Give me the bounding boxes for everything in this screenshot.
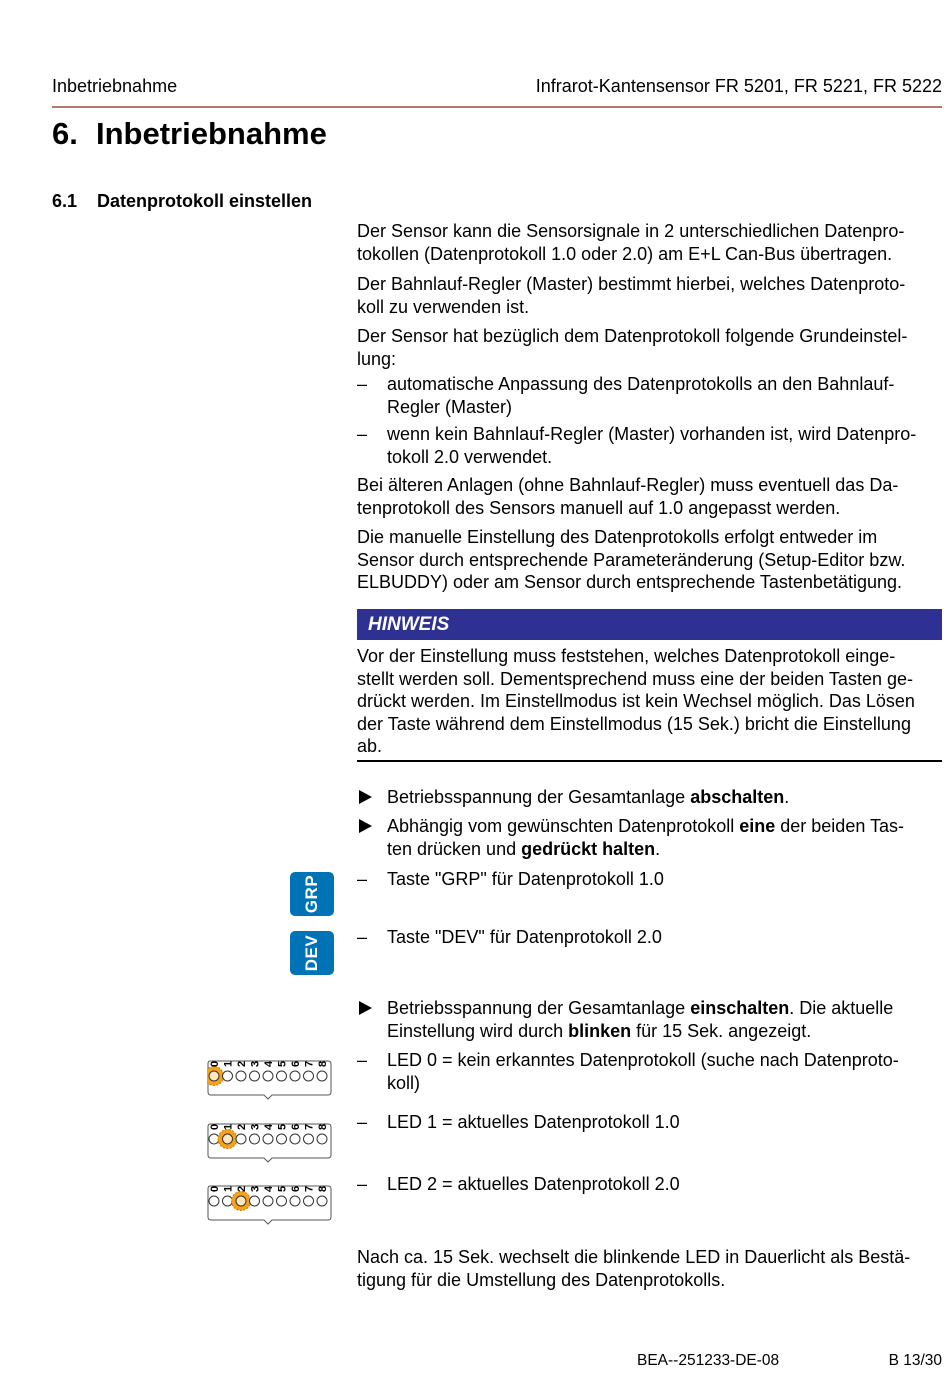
led-number-label: 5 (276, 1123, 289, 1130)
led-number-label: 4 (263, 1185, 275, 1192)
header-rule (52, 106, 942, 108)
led-indicator (223, 1071, 233, 1081)
led-number-label: 2 (236, 1123, 248, 1130)
closing-paragraph: Nach ca. 15 Sek. wechselt die blinkende LED in Dauerlicht als Bestä- tigung für die Umstellung des Datenprotokolls. (357, 1247, 911, 1290)
led-indicator (304, 1134, 314, 1144)
led-indicator (277, 1071, 287, 1081)
led-indicator (277, 1134, 287, 1144)
led-indicator (290, 1196, 300, 1206)
led-number-label: 4 (263, 1123, 275, 1130)
list-item: – LED 2 = aktuelles Datenprotokoll 2.0 (357, 1174, 680, 1194)
notice-rule (357, 760, 942, 762)
led-number-label: 0 (209, 1060, 221, 1067)
led-indicator (250, 1071, 260, 1081)
list-marker: – (357, 1112, 368, 1132)
arrow-icon (359, 1001, 372, 1015)
grp-key-label: GRP (302, 874, 321, 914)
led-number-label: 6 (290, 1060, 302, 1067)
led-indicator (250, 1134, 260, 1144)
led-panel-led1 (207, 1116, 335, 1166)
led-number-label: 2 (236, 1060, 248, 1067)
intro-paragraph: Der Bahnlauf-Regler (Master) bestimmt hierbei, welches Datenproto- koll zu verwenden ist. (357, 274, 906, 317)
led-indicator (277, 1196, 287, 1206)
chapter-title: Inbetriebnahme (96, 116, 327, 151)
led-number-label: 3 (249, 1123, 262, 1130)
older-systems-paragraph: Bei älteren Anlagen (ohne Bahnlauf-Regler) muss eventuell das Da- tenprotokoll des Sensors manuell auf 1.0 angepasst werden. (357, 475, 899, 518)
led-indicator (209, 1196, 219, 1206)
led-indicator (236, 1196, 246, 1206)
notice-header (357, 609, 942, 640)
led-number-label: 2 (236, 1185, 248, 1192)
dev-key-label: DEV (302, 934, 321, 972)
list-marker: – (357, 374, 368, 394)
led-number-label: 1 (222, 1060, 235, 1067)
dev-key-illustration (290, 931, 334, 975)
list-item: – LED 1 = aktuelles Datenprotokoll 1.0 (357, 1112, 680, 1132)
arrow-icon (359, 819, 372, 833)
led-number-label: 0 (209, 1123, 221, 1130)
header-left: Inbetriebnahme (52, 76, 178, 96)
led-indicator (263, 1196, 273, 1206)
chapter-heading (52, 116, 327, 152)
list-marker: – (357, 1174, 368, 1194)
chapter-number: 6. (52, 116, 78, 151)
led-number-label: 5 (276, 1185, 289, 1192)
led-number-label: 6 (290, 1185, 302, 1192)
led-indicator (317, 1134, 327, 1144)
led-number-label: 8 (317, 1185, 329, 1192)
led-indicator (263, 1071, 273, 1081)
step-item: Betriebsspannung der Gesamtanlage abschalten. (357, 786, 947, 809)
intro-paragraph: Der Sensor hat bezüglich dem Datenprotokoll folgende Grundeinstel- lung: (357, 326, 908, 369)
led-number-label: 0 (209, 1185, 221, 1192)
arrow-icon (359, 790, 372, 804)
footer-page: B 13/30 (888, 1352, 942, 1369)
led-number-label: 6 (290, 1123, 302, 1130)
grp-key-illustration (290, 872, 334, 916)
section-number: 6.1 (52, 191, 78, 211)
led-number-label: 7 (303, 1060, 316, 1067)
list-item: – automatische Anpassung des Datenprotokolls an den Bahnlauf- Regler (Master) (357, 374, 895, 417)
list-marker: – (357, 1050, 368, 1070)
led-indicator (304, 1071, 314, 1081)
led-indicator (209, 1071, 219, 1081)
footer-doc-id: BEA--251233-DE-08 (637, 1352, 780, 1369)
manual-setting-paragraph: Die manuelle Einstellung des Datenprotokolls erfolgt entweder im Sensor durch entsprechende Parameteränderung (Setup-Editor bzw. ELBUDDY) oder am Sensor durch entsprechende Tastenbetätigung. (357, 527, 906, 593)
led-number-label: 3 (249, 1185, 262, 1192)
led-indicator (317, 1196, 327, 1206)
intro-paragraph: Der Sensor kann die Sensorsignale in 2 unterschiedlichen Datenpro- tokollen (Datenprotokoll 1.0 oder 2.0) am E+L Can-Bus übertragen. (357, 221, 905, 264)
led-number-label: 7 (303, 1123, 316, 1130)
notice-label: HINWEIS (368, 614, 450, 635)
led-indicator (317, 1071, 327, 1081)
notice-text: Vor der Einstellung muss feststehen, welches Datenprotokoll einge- stellt werden soll. Dementsprechend muss eine der beiden Tasten ge- drückt werden. Im Einstellmodus ist kein Wechsel möglich. Das Lösen der Taste während dem Einstellmodus (15 Sek.) bricht die Einstellung ab. (357, 646, 915, 757)
led-indicator (290, 1071, 300, 1081)
led-number-label: 7 (303, 1185, 316, 1192)
list-item: – Taste "GRP" für Datenprotokoll 1.0 (357, 869, 664, 889)
list-marker: – (357, 869, 368, 889)
led-panel-led2 (207, 1178, 335, 1228)
led-indicator (236, 1134, 246, 1144)
list-item: – LED 0 = kein erkanntes Datenprotokoll (suche nach Datenproto- koll) (357, 1050, 899, 1093)
list-marker: – (357, 424, 368, 444)
led-number-label: 4 (263, 1060, 275, 1067)
step-item: Betriebsspannung der Gesamtanlage einschalten. Die aktuelle Einstellung wird durch blinken für 15 Sek. angezeigt. (357, 997, 947, 1042)
led-number-label: 8 (317, 1060, 329, 1067)
list-marker: – (357, 927, 368, 947)
step-item: Abhängig vom gewünschten Datenprotokoll eine der beiden Tas- ten drücken und gedrückt halten. (357, 815, 947, 860)
led-indicator (236, 1071, 246, 1081)
led-indicator (263, 1134, 273, 1144)
led-indicator (304, 1196, 314, 1206)
led-indicator (250, 1196, 260, 1206)
section-heading (52, 191, 312, 212)
led-number-label: 1 (222, 1123, 235, 1130)
led-number-label: 5 (276, 1060, 289, 1067)
list-item: – wenn kein Bahnlauf-Regler (Master) vorhanden ist, wird Datenpro- tokoll 2.0 verwendet. (357, 424, 917, 467)
led-panel-led0 (207, 1053, 335, 1103)
section-title: Datenprotokoll einstellen (97, 191, 313, 211)
list-item: – Taste "DEV" für Datenprotokoll 2.0 (357, 927, 662, 947)
led-number-label: 1 (222, 1185, 235, 1192)
header-right: Infrarot-Kantensensor FR 5201, FR 5221, FR 5222 (535, 76, 942, 96)
led-number-label: 8 (317, 1123, 329, 1130)
led-indicator (290, 1134, 300, 1144)
led-number-label: 3 (249, 1060, 262, 1067)
led-indicator (223, 1134, 233, 1144)
